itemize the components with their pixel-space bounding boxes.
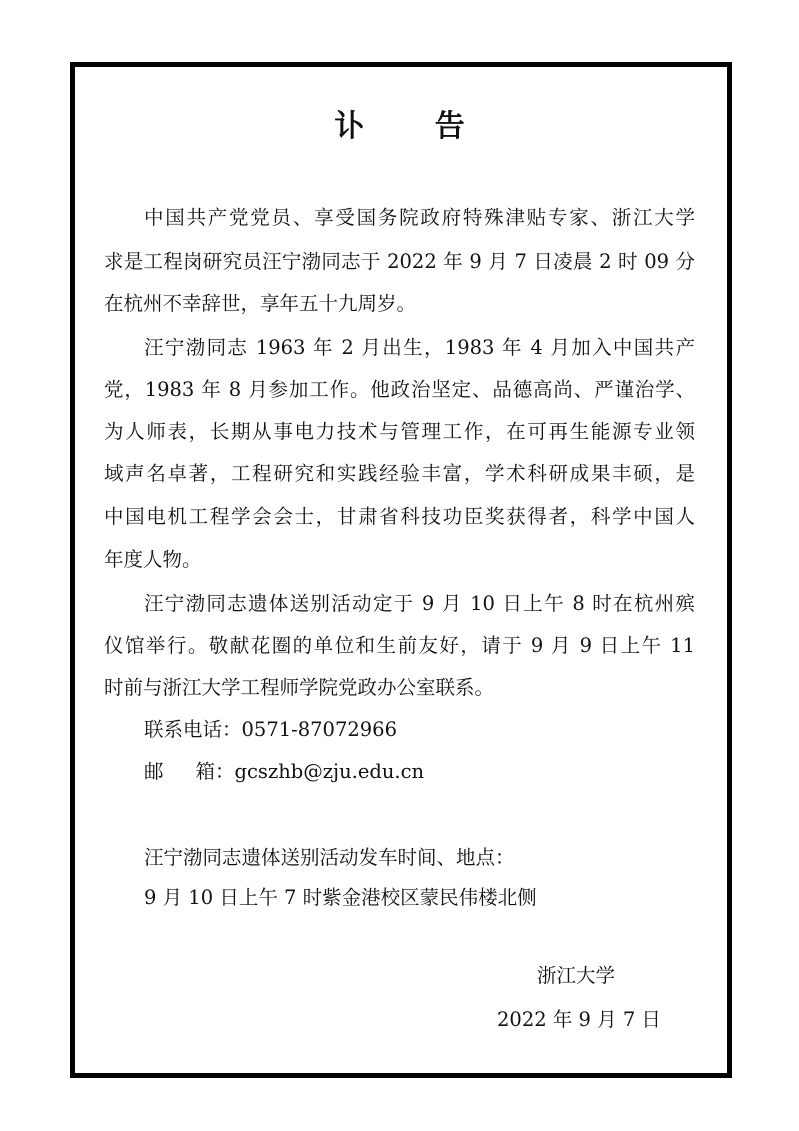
paragraph1-line-2: 求是工程岗研究员汪宁渤同志于 2022 年 9 月 7 日凌晨 2 时 09 分 [104, 250, 695, 273]
paragraph2-line-2: 党，1983 年 8 月参加工作。他政治坚定、品德高尚、严谨治学、 [104, 378, 695, 401]
paragraph3-line-2: 仪馆举行。敬献花圈的单位和生前友好，请于 9 月 9 日上午 11 [104, 634, 695, 657]
email-label-1: 邮 [144, 760, 164, 783]
paragraph2-line-4: 域声名卓著，工程研究和实践经验丰富，学术科研成果丰硕，是 [104, 462, 695, 485]
email-address: gcszhb@zju.edu.cn [234, 760, 425, 783]
phone-number: 0571-87072966 [241, 718, 397, 741]
paragraph2-line-3: 为人师表，长期从事电力技术与管理工作，在可再生能源专业领 [104, 420, 695, 443]
paragraph3-line-3: 时前与浙江大学工程师学院党政办公室联系。 [104, 676, 495, 699]
paragraph1-line-3: 在杭州不幸辞世，享年五十九周岁。 [104, 292, 417, 315]
paragraph2-line-1: 汪宁渤同志 1963 年 2 月出生，1983 年 4 月加入中国共产 [144, 336, 695, 359]
email-label-2: 箱： [195, 760, 235, 783]
departure-heading: 汪宁渤同志遗体送别活动发车时间、地点： [144, 846, 515, 869]
signature-date: 2022 年 9 月 7 日 [497, 1008, 661, 1031]
phone-label: 联系电话： [144, 718, 242, 741]
page-title: 讣 告 [334, 109, 495, 144]
paragraph2-line-6: 年度人物。 [104, 548, 202, 571]
contact-phone-line [144, 718, 397, 742]
paragraph1-line-1: 中国共产党党员、享受国务院政府特殊津贴专家、浙江大学 [144, 206, 695, 229]
paragraph3-line-1: 汪宁渤同志遗体送别活动定于 9 月 10 日上午 8 时在杭州殡 [144, 592, 695, 615]
signature-org: 浙江大学 [537, 964, 616, 987]
paragraph2-line-5: 中国电机工程学会会士，甘肃省科技功臣奖获得者，科学中国人 [104, 505, 695, 528]
departure-detail: 9 月 10 日上午 7 时紫金港校区蒙民伟楼北侧 [144, 886, 537, 909]
contact-email-line [144, 760, 424, 784]
